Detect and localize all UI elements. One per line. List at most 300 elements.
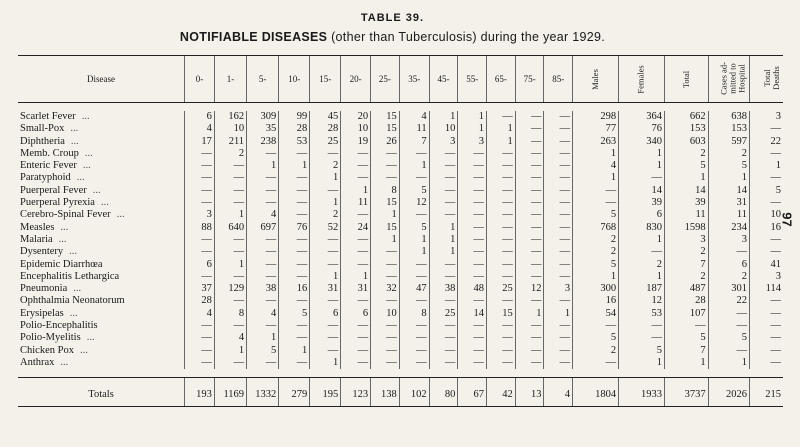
table-cell: — — [399, 148, 429, 160]
table-cell: — — [214, 197, 246, 209]
table-cell: 2 — [665, 246, 709, 258]
leader-dots: ... — [70, 135, 79, 147]
table-cell: — — [341, 246, 371, 258]
table-cell: 4 — [573, 160, 619, 172]
table-cell: 15 — [371, 197, 400, 209]
totals-cell: 193 — [185, 378, 215, 407]
disease-name-cell — [18, 295, 185, 307]
table-cell: — — [279, 246, 310, 258]
table-cell: 1 — [214, 209, 246, 221]
leader-dots: ... — [73, 283, 82, 295]
table-cell: — — [750, 357, 783, 369]
table-cell: — — [487, 172, 516, 184]
disease-name: Chicken Pox — [20, 344, 74, 356]
table-cell: 5 — [665, 160, 709, 172]
table-cell: — — [341, 160, 371, 172]
table-cell: 6 — [619, 209, 665, 221]
disease-name: Pneumonia — [20, 283, 68, 295]
table-cell: — — [750, 246, 783, 258]
table-cell: 5 — [708, 160, 749, 172]
table-cell: — — [515, 320, 544, 332]
totals-cell: 123 — [341, 378, 371, 407]
table-cell: — — [544, 234, 573, 246]
table-cell: 5 — [619, 345, 665, 357]
totals-row — [18, 378, 783, 407]
leader-dots: ... — [92, 184, 101, 196]
table-cell: 7 — [399, 136, 429, 148]
table-cell: — — [185, 332, 215, 344]
disease-name-cell — [18, 357, 185, 369]
disease-name: Polio-Myelitis — [20, 332, 81, 344]
disease-name-cell — [18, 246, 185, 258]
table-cell: 45 — [310, 111, 341, 123]
table-cell: — — [310, 185, 341, 197]
totals-cell: 3737 — [665, 378, 709, 407]
col-header-age: 75- — [515, 56, 544, 103]
leader-dots: ... — [81, 111, 90, 122]
leader-dots: ... — [82, 160, 91, 172]
col-header-age: 45- — [429, 56, 458, 103]
table-cell: — — [247, 148, 279, 160]
table-cell: 16 — [750, 222, 783, 234]
table-cell: 1 — [279, 345, 310, 357]
disease-name: Memb. Croup — [20, 147, 79, 159]
table-cell: — — [708, 345, 749, 357]
leader-dots: ... — [70, 123, 79, 135]
totals-cell: 1169 — [214, 378, 246, 407]
table-cell: — — [341, 345, 371, 357]
table-cell: 1 — [487, 123, 516, 135]
table-cell: 3 — [750, 111, 783, 123]
table-cell: — — [458, 172, 487, 184]
table-cell: — — [515, 295, 544, 307]
table-cell: 1 — [619, 148, 665, 160]
table-cell: 15 — [371, 111, 400, 123]
table-cell: — — [279, 185, 310, 197]
table-row — [18, 345, 783, 357]
totals-cell: 13 — [515, 378, 544, 407]
table-cell: — — [341, 148, 371, 160]
table-cell: — — [458, 320, 487, 332]
table-cell: 28 — [665, 295, 709, 307]
totals-cell: 215 — [750, 378, 783, 407]
table-cell: 2 — [619, 259, 665, 271]
table-cell: 3 — [544, 283, 573, 295]
table-cell: 1 — [429, 111, 458, 123]
table-cell: 39 — [665, 197, 709, 209]
table-row — [18, 332, 783, 344]
table-cell: 38 — [429, 283, 458, 295]
table-cell: — — [341, 320, 371, 332]
table-cell: 4 — [399, 111, 429, 123]
table-row — [18, 357, 783, 369]
table-cell: 5 — [399, 222, 429, 234]
table-cell: — — [214, 295, 246, 307]
table-cell: — — [279, 197, 310, 209]
table-cell: 8 — [214, 308, 246, 320]
table-cell: — — [279, 332, 310, 344]
table-cell: — — [279, 234, 310, 246]
table-cell: 2 — [573, 345, 619, 357]
table-cell: — — [247, 246, 279, 258]
disease-name: Epidemic Diarrhœa — [20, 258, 103, 270]
leader-dots: ... — [58, 233, 67, 245]
table-cell: — — [247, 259, 279, 271]
table-cell: 1 — [279, 160, 310, 172]
table-cell: 638 — [708, 111, 749, 123]
disease-name: Enteric Fever — [20, 160, 77, 172]
table-cell: — — [487, 332, 516, 344]
table-cell: 10 — [214, 123, 246, 135]
table-cell: — — [371, 172, 400, 184]
table-cell: — — [487, 111, 516, 123]
leader-dots: ... — [69, 307, 78, 319]
table-cell: 25 — [310, 136, 341, 148]
table-cell: 6 — [185, 111, 215, 123]
table-cell: — — [247, 320, 279, 332]
disease-name-cell — [18, 197, 185, 209]
table-cell: 768 — [573, 222, 619, 234]
totals-cell: 42 — [487, 378, 516, 407]
table-cell: — — [310, 295, 341, 307]
table-cell: — — [458, 357, 487, 369]
table-cell: — — [399, 345, 429, 357]
table-cell: — — [310, 320, 341, 332]
table-cell: 15 — [371, 222, 400, 234]
table-cell: 487 — [665, 283, 709, 295]
table-cell: — — [185, 234, 215, 246]
table-cell: 5 — [573, 259, 619, 271]
table-cell: — — [371, 246, 400, 258]
table-cell: 3 — [708, 234, 749, 246]
table-cell: 31 — [341, 283, 371, 295]
table-cell: 24 — [341, 222, 371, 234]
table-cell: 88 — [185, 222, 215, 234]
table-cell: — — [487, 259, 516, 271]
table-cell: — — [371, 271, 400, 283]
table-cell: — — [515, 357, 544, 369]
table-cell: 2 — [573, 246, 619, 258]
table-row — [18, 185, 783, 197]
table-cell: — — [544, 295, 573, 307]
table-row — [18, 295, 783, 307]
table-cell: 2 — [310, 160, 341, 172]
table-cell: — — [341, 172, 371, 184]
disease-name-cell — [18, 271, 185, 283]
disease-name-cell — [18, 234, 185, 246]
table-cell: 2 — [665, 271, 709, 283]
table-cell: — — [399, 332, 429, 344]
table-cell: — — [458, 332, 487, 344]
table-cell: 7 — [665, 345, 709, 357]
leader-dots: ... — [79, 344, 88, 356]
header-row — [18, 56, 783, 103]
table-cell: — — [185, 197, 215, 209]
table-row — [18, 308, 783, 320]
disease-name-cell — [18, 320, 185, 332]
table-cell: 6 — [185, 259, 215, 271]
table-cell: — — [458, 271, 487, 283]
table-cell: 12 — [619, 295, 665, 307]
table-cell: — — [214, 234, 246, 246]
table-cell: — — [371, 345, 400, 357]
table-cell: — — [279, 209, 310, 221]
table-cell: 1 — [573, 148, 619, 160]
table-cell: 15 — [371, 123, 400, 135]
disease-name-cell — [18, 111, 185, 123]
leader-dots: ... — [100, 197, 109, 209]
table-cell: — — [458, 222, 487, 234]
table-cell: — — [247, 197, 279, 209]
table-cell: — — [279, 320, 310, 332]
table-cell: 1 — [310, 357, 341, 369]
table-cell: — — [515, 345, 544, 357]
table-cell: — — [247, 185, 279, 197]
table-cell: 22 — [708, 295, 749, 307]
table-cell: 76 — [279, 222, 310, 234]
table-cell: 1 — [619, 234, 665, 246]
table-cell: 2 — [573, 234, 619, 246]
table-cell: 107 — [665, 308, 709, 320]
table-cell: 14 — [708, 185, 749, 197]
table-cell: — — [750, 295, 783, 307]
table-cell: 8 — [399, 308, 429, 320]
table-cell: — — [515, 148, 544, 160]
table-cell: — — [429, 172, 458, 184]
table-cell: 6 — [310, 308, 341, 320]
table-cell: 603 — [665, 136, 709, 148]
table-cell: 4 — [185, 308, 215, 320]
disease-name: Erysipelas — [20, 307, 64, 319]
table-label: TABLE 39. — [360, 12, 425, 24]
table-cell: 211 — [214, 136, 246, 148]
table-cell: 1 — [665, 172, 709, 184]
table-cell: — — [515, 271, 544, 283]
leader-dots: ... — [76, 172, 85, 184]
table-cell: 28 — [185, 295, 215, 307]
table-cell: — — [429, 357, 458, 369]
table-cell: 10 — [750, 209, 783, 221]
table-cell: 4 — [247, 209, 279, 221]
table-cell: — — [515, 123, 544, 135]
table-cell: — — [487, 320, 516, 332]
table-cell: — — [544, 320, 573, 332]
table-cell: — — [487, 234, 516, 246]
table-cell: — — [371, 295, 400, 307]
table-cell: 1 — [708, 172, 749, 184]
disease-name-cell — [18, 172, 185, 184]
table-cell: 47 — [399, 283, 429, 295]
table-cell: — — [487, 148, 516, 160]
table-cell: — — [429, 209, 458, 221]
table-cell: — — [214, 185, 246, 197]
table-cell: — — [750, 172, 783, 184]
table-cell: 25 — [487, 283, 516, 295]
table-cell: 1 — [310, 197, 341, 209]
col-header-age: 1- — [214, 56, 246, 103]
table-cell: — — [544, 259, 573, 271]
table-cell: 28 — [279, 123, 310, 135]
table-cell: — — [279, 259, 310, 271]
table-cell: 19 — [341, 136, 371, 148]
table-cell: — — [515, 111, 544, 123]
table-cell: — — [515, 160, 544, 172]
table-cell: 15 — [487, 308, 516, 320]
col-header-males: Males — [573, 56, 619, 103]
table-cell: — — [341, 209, 371, 221]
table-cell: — — [185, 345, 215, 357]
table-cell: — — [458, 259, 487, 271]
table-cell: — — [458, 234, 487, 246]
table-cell: — — [515, 259, 544, 271]
table-row — [18, 271, 783, 283]
page-number: 97 — [779, 212, 795, 227]
table-cell: 1 — [341, 271, 371, 283]
disease-name-cell — [18, 345, 185, 357]
table-cell: — — [341, 357, 371, 369]
disease-name-cell — [18, 123, 185, 135]
table-cell: — — [247, 172, 279, 184]
table-cell: — — [310, 345, 341, 357]
table-cell: 35 — [247, 123, 279, 135]
table-cell: 640 — [214, 222, 246, 234]
table-cell: 10 — [341, 123, 371, 135]
table-cell: 1 — [487, 136, 516, 148]
table-cell: 153 — [708, 123, 749, 135]
table-cell: — — [279, 172, 310, 184]
table-cell: — — [487, 197, 516, 209]
disease-name: Ophthalmia Neonatorum — [20, 295, 125, 307]
table-cell: — — [247, 271, 279, 283]
table-cell: — — [371, 160, 400, 172]
table-cell: — — [487, 246, 516, 258]
table-row — [18, 234, 783, 246]
totals-cell: 4 — [544, 378, 573, 407]
table-cell: 99 — [279, 111, 310, 123]
table-cell: 3 — [750, 271, 783, 283]
table-cell: — — [310, 234, 341, 246]
table-cell: — — [487, 222, 516, 234]
table-cell: — — [487, 185, 516, 197]
table-cell: — — [544, 271, 573, 283]
disease-name: Encephalitis Lethargica — [20, 270, 120, 282]
table-row — [18, 259, 783, 271]
table-cell: 22 — [750, 136, 783, 148]
table-cell: — — [279, 295, 310, 307]
table-body — [18, 103, 783, 370]
col-header-deaths: Total Deaths — [750, 56, 783, 103]
notifiable-diseases-table — [18, 55, 783, 407]
leader-dots: ... — [116, 209, 125, 221]
table-cell: 4 — [185, 123, 215, 135]
table-cell: 234 — [708, 222, 749, 234]
disease-name-cell — [18, 222, 185, 234]
table-cell: — — [429, 197, 458, 209]
table-cell: — — [399, 295, 429, 307]
disease-name: Paratyphoid — [20, 172, 71, 184]
table-cell: 153 — [665, 123, 709, 135]
totals-cell: 1332 — [247, 378, 279, 407]
table-cell: — — [515, 234, 544, 246]
table-cell: 1 — [247, 332, 279, 344]
table-row — [18, 172, 783, 184]
table-cell: 298 — [573, 111, 619, 123]
col-header-hospital: Cases ad-mitted to Hospital — [708, 56, 749, 103]
disease-name: Malaria — [20, 233, 53, 245]
table-cell: — — [214, 172, 246, 184]
table-cell: — — [458, 160, 487, 172]
totals-cell: 67 — [458, 378, 487, 407]
table-cell: 77 — [573, 123, 619, 135]
table-cell: — — [341, 295, 371, 307]
leader-dots: ... — [84, 147, 93, 159]
spacer-row — [18, 103, 783, 112]
col-header-disease: Disease — [18, 56, 185, 103]
table-cell: 1 — [708, 357, 749, 369]
table-cell: 1 — [341, 185, 371, 197]
table-row — [18, 283, 783, 295]
table-cell: 3 — [185, 209, 215, 221]
totals-cell: 102 — [399, 378, 429, 407]
totals-cell: 279 — [279, 378, 310, 407]
table-row — [18, 246, 783, 258]
table-cell: — — [371, 332, 400, 344]
table-cell: — — [573, 357, 619, 369]
table-cell: 53 — [279, 136, 310, 148]
spacer-row — [18, 369, 783, 378]
table-cell: — — [310, 246, 341, 258]
table-cell: — — [487, 295, 516, 307]
table-cell: — — [429, 160, 458, 172]
table-cell: 4 — [214, 332, 246, 344]
table-cell: 1 — [515, 308, 544, 320]
table-cell: — — [185, 148, 215, 160]
table-cell: 1 — [429, 234, 458, 246]
table-cell: — — [310, 259, 341, 271]
title-main: NOTIFIABLE DISEASES — [179, 30, 328, 44]
table-cell: 52 — [310, 222, 341, 234]
table-cell: — — [399, 259, 429, 271]
table-cell: 38 — [247, 283, 279, 295]
table-cell: — — [341, 332, 371, 344]
leader-dots: ... — [60, 356, 69, 368]
table-cell: 11 — [399, 123, 429, 135]
table-cell: — — [185, 357, 215, 369]
table-cell: — — [247, 234, 279, 246]
table-cell: 11 — [341, 197, 371, 209]
table-cell: 1 — [399, 160, 429, 172]
table-cell: 1 — [665, 357, 709, 369]
table-cell: — — [399, 271, 429, 283]
disease-name-cell — [18, 148, 185, 160]
table-cell: 129 — [214, 283, 246, 295]
totals-cell: 80 — [429, 378, 458, 407]
table-cell: 16 — [279, 283, 310, 295]
table-cell: — — [544, 332, 573, 344]
table-cell: — — [708, 246, 749, 258]
table-cell: 8 — [371, 185, 400, 197]
table-cell: 6 — [708, 259, 749, 271]
disease-name-cell — [18, 136, 185, 148]
table-cell: — — [214, 271, 246, 283]
leader-dots: ... — [86, 332, 95, 344]
table-cell: 1 — [458, 123, 487, 135]
table-cell: — — [458, 345, 487, 357]
totals-cell: 195 — [310, 378, 341, 407]
table-cell: 12 — [515, 283, 544, 295]
table-cell: — — [279, 148, 310, 160]
table-cell: — — [544, 345, 573, 357]
